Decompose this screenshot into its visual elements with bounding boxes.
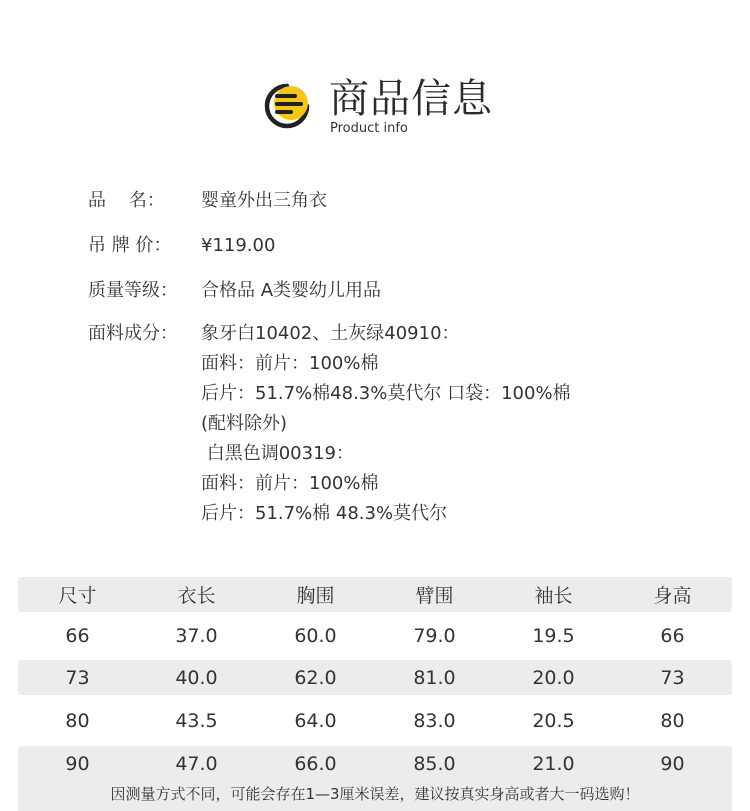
info-value-line: 白黑色调00319：: [201, 443, 354, 464]
info-value: [201, 186, 708, 216]
table-cell: 90: [65, 752, 90, 775]
table-row: [18, 660, 732, 695]
table-cell: 79.0: [413, 624, 456, 647]
info-label: 面料成分：: [88, 323, 178, 344]
info-value-line: 象牙白10402、土灰绿40910：: [201, 323, 460, 344]
section-subtitle: Product info: [330, 121, 408, 136]
table-header-cell: 臂围: [415, 585, 454, 607]
table-header-cell: 衣长: [177, 585, 216, 607]
table-cell: 20.5: [532, 709, 575, 732]
table-row: [18, 703, 732, 738]
info-label: 吊 牌 价：: [88, 235, 172, 256]
info-row-fabric: [88, 319, 708, 529]
table-cell: 80: [660, 709, 685, 732]
table-cell: 21.0: [532, 752, 575, 775]
info-value-line: 合格品 A类婴幼儿用品: [201, 280, 382, 301]
info-value: [201, 276, 708, 306]
section-title: 商品信息: [329, 76, 493, 122]
table-cell: 73: [65, 666, 90, 689]
section-header: [263, 76, 523, 140]
table-header-cell: 胸围: [296, 585, 335, 607]
table-cell: 66.0: [294, 752, 337, 775]
table-cell: 73: [660, 666, 685, 689]
info-value-line: (配料除外): [201, 413, 288, 434]
info-label: 品 名：: [88, 190, 165, 211]
info-row-grade: [88, 276, 708, 306]
info-value: [201, 231, 708, 261]
table-header-cell: 尺寸: [58, 585, 97, 607]
table-cell: 47.0: [175, 752, 218, 775]
table-cell: 40.0: [175, 666, 218, 689]
table-cell: 81.0: [413, 666, 456, 689]
info-value-line: 后片：51.7%棉48.3%莫代尔 口袋：100%棉: [201, 383, 571, 404]
info-value: [201, 319, 708, 529]
product-info-list: [88, 186, 708, 529]
measurement-note: 因测量方式不同，可能会存在1—3厘米误差，建议按真实身高或者大一码选购！: [18, 778, 732, 811]
table-header-row: [18, 577, 732, 612]
table-cell: 19.5: [532, 624, 575, 647]
info-value-line: 婴童外出三角衣: [201, 190, 327, 211]
info-value-line: 面料：前片：100%棉: [201, 353, 379, 374]
info-row-price: [88, 231, 708, 261]
table-cell: 20.0: [532, 666, 575, 689]
table-cell: 62.0: [294, 666, 337, 689]
info-value-line: 面料：前片：100%棉: [201, 473, 379, 494]
table-header-cell: 身高: [653, 585, 692, 607]
table-cell: 43.5: [175, 709, 218, 732]
info-row-name: [88, 186, 708, 216]
info-label: 质量等级：: [88, 280, 178, 301]
table-row: [18, 746, 732, 781]
table-cell: 80: [65, 709, 90, 732]
table-cell: 66: [65, 624, 90, 647]
size-table: [18, 577, 732, 781]
list-badge-icon: [263, 82, 313, 130]
table-cell: 90: [660, 752, 685, 775]
table-cell: 85.0: [413, 752, 456, 775]
table-header-cell: 袖长: [534, 585, 573, 607]
info-value-line: ¥119.00: [201, 235, 276, 256]
table-cell: 83.0: [413, 709, 456, 732]
table-cell: 66: [660, 624, 685, 647]
table-cell: 60.0: [294, 624, 337, 647]
table-cell: 37.0: [175, 624, 218, 647]
info-value-line: 后片：51.7%棉 48.3%莫代尔: [201, 503, 448, 524]
table-row: [18, 618, 732, 653]
table-cell: 64.0: [294, 709, 337, 732]
